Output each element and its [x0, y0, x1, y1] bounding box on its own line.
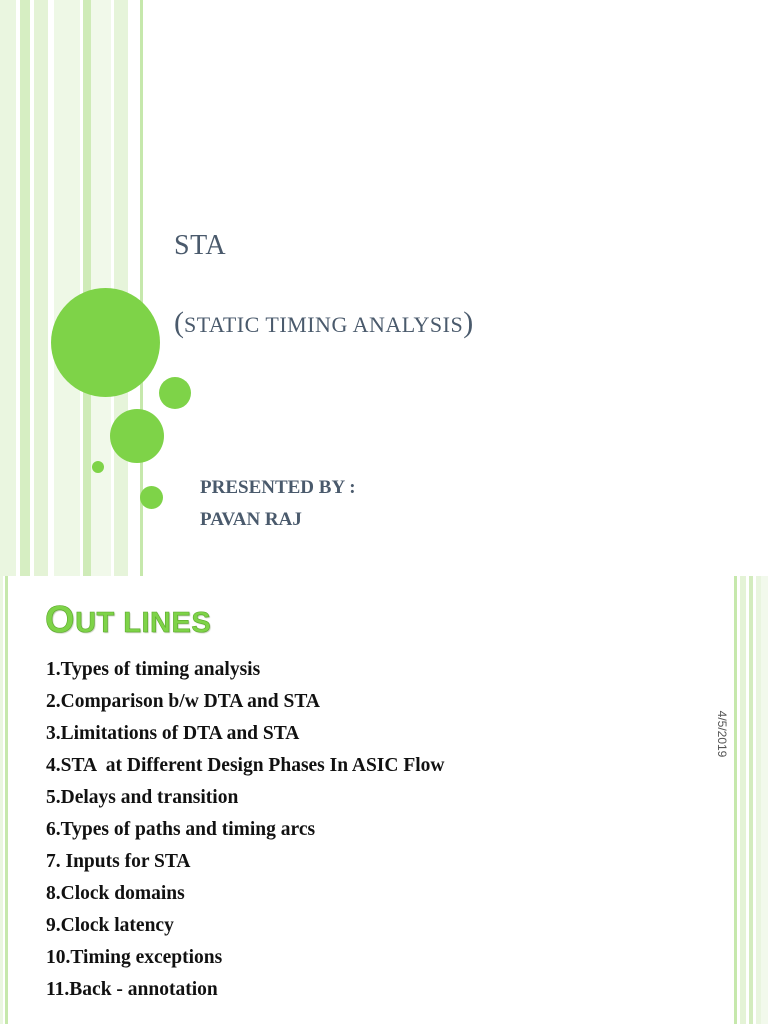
subtitle-text: STATIC TIMING ANALYSIS — [184, 312, 464, 337]
heading-first-letter: O — [45, 599, 76, 641]
decorative-circle-tiny — [92, 461, 104, 473]
list-item: 6.Types of paths and timing arcs — [46, 819, 316, 840]
list-item: 10.Timing exceptions — [46, 947, 223, 968]
outline-list — [46, 654, 445, 1006]
outline-slide — [0, 576, 768, 1024]
decorative-circle-small-2 — [140, 486, 163, 509]
list-item: 5.Delays and transition — [46, 787, 239, 808]
list-item: 2.Comparison b/w DTA and STA — [46, 691, 320, 712]
list-item: 9.Clock latency — [46, 915, 174, 936]
slide-subtitle — [174, 306, 473, 340]
decorative-circle-medium — [110, 409, 164, 463]
presenter-name: PAVAN RAJ — [200, 509, 302, 530]
outline-heading — [45, 598, 211, 645]
presenter-block — [200, 472, 356, 536]
slide-title: STA — [174, 230, 227, 261]
heading-rest: UT LINES — [75, 607, 212, 639]
list-item: 7. Inputs for STA — [46, 851, 191, 872]
presented-by-label: PRESENTED BY : — [200, 477, 356, 498]
decorative-circle-small — [159, 377, 191, 409]
decorative-circle-large — [51, 288, 160, 397]
list-item: 11.Back - annotation — [46, 979, 218, 1000]
list-item: 8.Clock domains — [46, 883, 185, 904]
subtitle-open-paren: ( — [174, 306, 184, 339]
list-item: 4.STA at Different Design Phases In ASIC Flow — [46, 755, 445, 776]
slide-date: 4/5/2019 — [715, 710, 729, 758]
list-item: 3.Limitations of DTA and STA — [46, 723, 300, 744]
list-item: 1.Types of timing analysis — [46, 659, 261, 680]
subtitle-close-paren: ) — [463, 306, 474, 339]
decorative-stripes-left — [0, 0, 148, 576]
